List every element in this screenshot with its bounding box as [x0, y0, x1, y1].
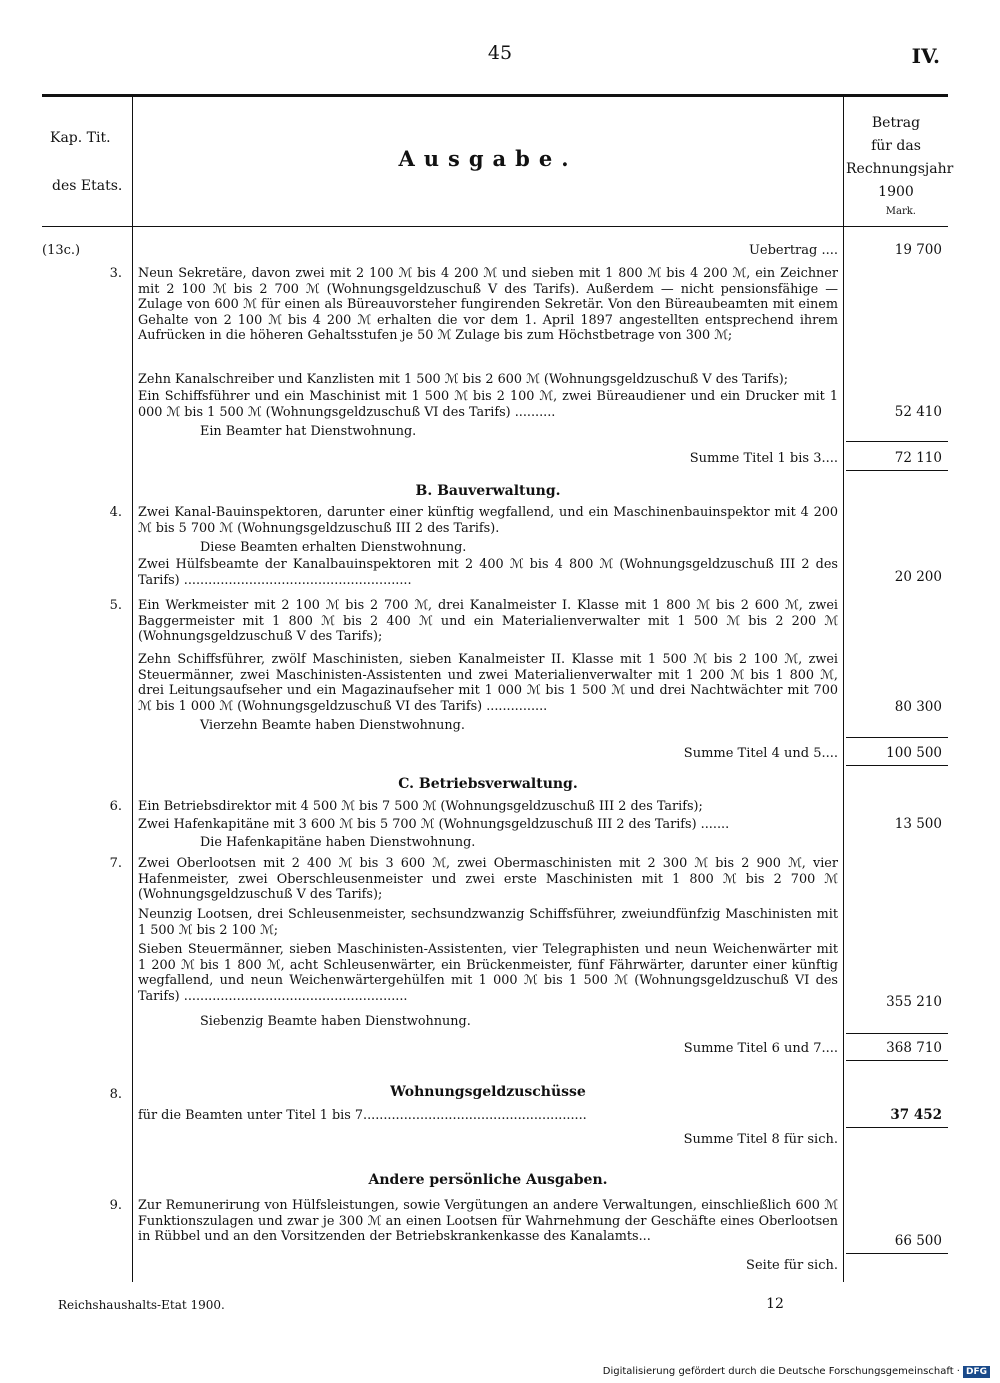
betrag-line: für das [871, 138, 921, 154]
betrag-heading [846, 112, 954, 204]
summe-label: Summe Titel 1 bis 3.... [689, 451, 838, 466]
titel-text: Ein Schiffsführer und ein Maschinist mit 1 500 ℳ bis 2 100 ℳ, zwei Büreaudiener und ein Drucker mit 1 000 ℳ bis 1 500 ℳ (Wohnungsgeldzuschuß VI des Tarifs) .......... [138, 389, 838, 420]
summe-amount: 72 110 [894, 450, 942, 466]
titel-text: Ein Betriebsdirektor mit 4 500 ℳ bis 7 500 ℳ (Wohnungsgeldzuschuß III 2 des Tarifs); [138, 799, 703, 814]
sum-rule [846, 441, 948, 442]
betrag-line: Rechnungsjahr [846, 161, 954, 177]
sum-rule [846, 1127, 948, 1128]
titel-amount: 20 200 [894, 569, 942, 585]
titel-amount: 13 500 [894, 816, 942, 832]
summe-label: Summe Titel 4 und 5.... [683, 746, 838, 761]
titel-number: 9. [109, 1198, 122, 1213]
summe-label: Summe Titel 8 für sich. [683, 1132, 838, 1147]
column-divider-right [843, 97, 844, 1282]
page-number: 45 [487, 42, 513, 64]
titel-amount: 52 410 [894, 404, 942, 420]
des-etats-heading: des Etats. [52, 178, 123, 194]
dfg-credit-text: Digitalisierung gefördert durch die Deutsche Forschungsgemeinschaft · [602, 1366, 960, 1377]
titel-note: Diese Beamten erhalten Dienstwohnung. [200, 540, 467, 555]
betrag-line: Betrag [871, 115, 921, 131]
titel-amount: 355 210 [886, 994, 942, 1010]
summe-amount: 100 500 [886, 745, 942, 761]
top-rule [42, 94, 948, 97]
dfg-logo-icon: DFG [963, 1366, 990, 1378]
summe-amount: 368 710 [886, 1040, 942, 1056]
sum-rule [846, 765, 948, 766]
titel-text: Zwei Kanal-Bauinspektoren, darunter einer künftig wegfallend, und ein Maschinenbauinspektor mit 4 200 ℳ bis 5 700 ℳ (Wohnungsgeldzuschuß III 2 des Tarifs). [138, 505, 838, 536]
titel-text: Sieben Steuermänner, sieben Maschinisten-Assistenten, vier Telegraphisten und neun Weichenwärter mit 1 200 ℳ bis 1 800 ℳ, acht Schleusenwärter, ein Brückenmeister, fünf Fährwärter, darunter einer künftig wegfallend, und neun Weichenwärtergehülfen mit 1 000 ℳ bis 1 500 ℳ (Wohnungsgeldzuschuß VI des Tarifs) ....................................................... [138, 942, 838, 1004]
titel-text: Neun Sekretäre, davon zwei mit 2 100 ℳ bis 4 200 ℳ und sieben mit 1 800 ℳ bis 4 200 ℳ, ein Zeichner mit 2 100 ℳ bis 2 700 ℳ (Wohnungsgeldzuschuß V des Tarifs). Außerdem — nicht pensionsfähige — Zulage von 600 ℳ für einen als Büreauvorsteher fungirenden Sekretär. Von den Büreaubeamten mit einem Gehalte von 2 100 ℳ bis 4 200 ℳ erhalten die vor dem 1. April 1897 angestellten entsprechend ihrem Aufrücken in die höheren Gehaltsstufen je 50 ℳ Zulage bis zum Höchstbetrage von 300 ℳ; [138, 266, 838, 344]
titel-text: Zwei Oberlootsen mit 2 400 ℳ bis 3 600 ℳ, zwei Obermaschinisten mit 2 300 ℳ bis 2 900 ℳ, vier Hafenmeister, zwei Oberschleusenmeister und zwei erste Maschinisten mit 1 800 ℳ bis 2 700 ℳ (Wohnungsgeldzuschuß V des Tarifs); [138, 856, 838, 903]
titel-text: Zwei Hafenkapitäne mit 3 600 ℳ bis 5 700 ℳ (Wohnungsgeldzuschuß III 2 des Tarifs) ....... [138, 817, 730, 832]
titel-number: 4. [109, 505, 122, 520]
titel-text: Zur Remunerirung von Hülfsleistungen, sowie Vergütungen an andere Verwaltungen, einschließlich 600 ℳ Funktionszulagen und zwar je 300 ℳ an einen Lootsen für Wahrnehmung der Geschäfte eines Oberlootsen in Rübbel und an den Vorsitzenden der Betriebskrankenkasse des Kanalamts... [138, 1198, 838, 1245]
titel-number: 5. [109, 598, 122, 613]
sum-rule [846, 1253, 948, 1254]
dfg-credit [560, 1366, 990, 1378]
titel-note: Die Hafenkapitäne haben Dienstwohnung. [200, 835, 476, 850]
uebertrag-label: Uebertrag .... [748, 243, 838, 258]
titel-number: 7. [109, 856, 122, 871]
section-heading: C. Betriebsverwaltung. [398, 776, 578, 792]
titel-text: Zehn Kanalschreiber und Kanzlisten mit 1 500 ℳ bis 2 600 ℳ (Wohnungsgeldzuschuß V des Tarifs); [138, 372, 789, 387]
section-heading: Andere persönliche Ausgaben. [368, 1172, 608, 1188]
header-rule [42, 226, 948, 227]
unit-label: Mark. [885, 206, 916, 217]
titel-text: Ein Werkmeister mit 2 100 ℳ bis 2 700 ℳ, drei Kanalmeister I. Klasse mit 1 800 ℳ bis 2 600 ℳ, zwei Baggermeister mit 1 800 ℳ bis 2 400 ℳ und ein Materialienverwalter mit 1 500 ℳ bis 2 200 ℳ (Wohnungsgeldzuschuß V des Tarifs); [138, 598, 838, 645]
titel-number: 6. [109, 799, 122, 814]
titel-note: Vierzehn Beamte haben Dienstwohnung. [200, 718, 465, 733]
titel-number: 3. [109, 266, 122, 281]
uebertrag-amount: 19 700 [894, 242, 942, 258]
titel-amount: 37 452 [890, 1107, 942, 1123]
titel-text: Zehn Schiffsführer, zwölf Maschinisten, sieben Kanalmeister II. Klasse mit 1 500 ℳ bis 2 100 ℳ, zwei Steuermänner, zwei Maschinisten-Assistenten und zwei Materialienverwalter mit 1 200 ℳ bis 1 800 ℳ, drei Leitungsaufseher und ein Magazinaufseher mit 1 000 ℳ bis 1 500 ℳ und drei Nachtwächter mit 700 ℳ bis 1 000 ℳ (Wohnungsgeldzuschuß VI des Tarifs) ............... [138, 652, 838, 714]
seite-label: Seite für sich. [746, 1258, 838, 1273]
titel-amount: 80 300 [894, 699, 942, 715]
kapitel-number: (13c.) [42, 243, 81, 258]
footer-sheet-number: 12 [766, 1296, 784, 1312]
section-heading: Wohnungsgeldzuschüsse [390, 1084, 586, 1100]
betrag-line: 1900 [878, 184, 914, 200]
titel-note: Ein Beamter hat Dienstwohnung. [200, 424, 417, 439]
footer-source: Reichshaushalts-Etat 1900. [58, 1298, 225, 1312]
sum-rule [846, 1033, 948, 1034]
titel-text: Zwei Hülfsbeamte der Kanalbauinspektoren mit 2 400 ℳ bis 4 800 ℳ (Wohnungsgeldzuschuß III 2 des Tarifs) ........................................................ [138, 557, 838, 588]
summe-label: Summe Titel 6 und 7.... [683, 1041, 838, 1056]
sum-rule [846, 1060, 948, 1061]
sum-rule [846, 737, 948, 738]
titel-text: Neunzig Lootsen, drei Schleusenmeister, sechsundzwanzig Schiffsführer, zweiundfünfzig Maschinisten mit 1 500 ℳ bis 2 100 ℳ; [138, 907, 838, 938]
titel-number: 8. [109, 1087, 122, 1102]
titel-amount: 66 500 [894, 1233, 942, 1249]
section-number: IV. [911, 44, 940, 68]
titel-text: für die Beamten unter Titel 1 bis 7....................................................... [138, 1108, 587, 1123]
sum-rule [846, 470, 948, 471]
column-divider-left [132, 97, 133, 1282]
titel-note: Siebenzig Beamte haben Dienstwohnung. [200, 1014, 471, 1029]
kap-tit-heading: Kap. Tit. [50, 130, 111, 146]
ausgabe-title: Ausgabe. [398, 146, 578, 171]
section-heading: B. Bauverwaltung. [415, 483, 561, 499]
